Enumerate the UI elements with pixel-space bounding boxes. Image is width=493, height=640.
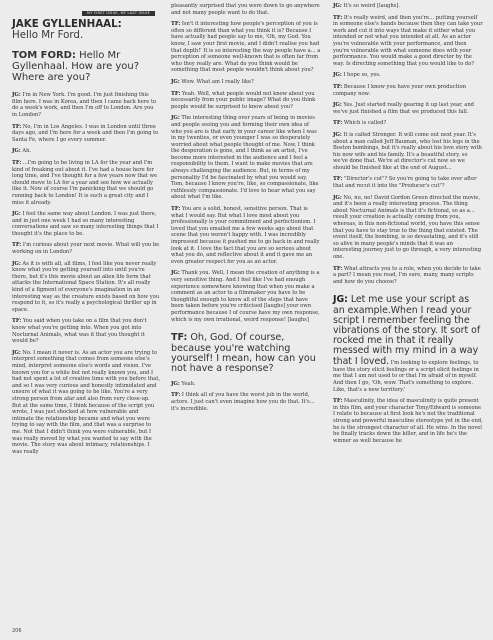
interview-paragraph (12, 242, 160, 255)
column-1 (12, 10, 160, 460)
speaker-label: TF: (12, 318, 22, 325)
speaker-label: JG: (171, 270, 180, 277)
paragraph-text: No, I'm in Los Angeles. I was in London until three days ago, and I'm here for a week and then I'm going to Santa Fe, where I go every summer. (12, 123, 159, 143)
paragraph-text: I hope so, yes. (341, 72, 381, 79)
speaker-label: JG: (171, 380, 180, 387)
paragraph-text: It's really weird, and then you're... putting yourself in someone else's hands because then they can take your work and cut it into ways that make it either what you intended or not what you intended at all. As an actor you're vulnerable with your performance, and then you're vulnerable with what someone does with your performance. You would make a good director by the way. Is directing something that you would like to do? (333, 14, 483, 67)
paragraph-text: Because I know you have your own production company now. (333, 83, 466, 97)
paragraph-text: ...I'm going to be living in LA for the year and I'm kind of freaking out about it. I've had a house here for long time, and I've thought for a few years now that we should move to LA for a year and see how we actually like it. Now of course I'm panicking that we should go running back to London! It is such a great city and I miss it already. (12, 159, 158, 206)
paragraph-text: I feel the same way about London. I was just there, and in just one week I had so many interesting conversations and saw so many interesting things that I thought it's the place to be. (12, 211, 159, 237)
interview-paragraph (171, 79, 321, 86)
paragraph-text: You are a solid, honest, sensitive person. That is what I would say. But what I love most about you professionally is your commitment and perfectionism. I loved that you emailed me a few weeks ago about that scene that you weren't happy with. I was incredibly impressed because it pushed me to go back in and really look at it. I love the fact that you are so serious about what you do, and reflective about it and it gave me an even greater respect for you as an actor. (171, 206, 320, 265)
interview-paragraph (12, 318, 160, 344)
interview-paragraph (12, 124, 160, 144)
speaker-label: JG: (12, 211, 21, 218)
paragraph-text: Isn't it interesting how people's perception of you is often so different than what you think it is? Because I have actually had people say to me, 'Oh, my God. You know, I saw your first movie, and I didn't realise you had that depth!' It is so interesting the way people have a... a perception of someone well-known that is often far from who they really are. What do you think would be something that most people wouldn't think about you? (171, 21, 321, 74)
column-3-body-top (333, 3, 483, 285)
speaker-label: JG: (333, 131, 342, 138)
speaker-label: JG: (333, 102, 342, 109)
interview-paragraph (12, 148, 160, 155)
interview-paragraph (171, 91, 321, 111)
interview-paragraph (333, 176, 483, 189)
speaker-label: TF: (171, 206, 181, 213)
paragraph-text: pleasantly surprised that you were down to go anywhere and not many people want to do that. (171, 3, 320, 16)
interview-paragraph (12, 350, 160, 456)
speaker-label: TF: (333, 83, 343, 90)
speaker-label: TF: (171, 90, 181, 97)
paragraph-text: Masculinity, the idea of masculinity is quite present in this film, and your character Tony/Edward is someone I relate to because at first look he's not the traditional strong and powerful masculine stereotype yet in the end, he is the strongest character of all. He wins. In the novel he finally tracks down the killer, and in life he's the winner as well because he (333, 398, 483, 444)
column-1-body (12, 92, 160, 455)
pull-quote-text: Oh, God. Of course, because you're watching yourself! I mean, how can you not have a response? (171, 332, 316, 375)
column-3-body-bottom (333, 398, 483, 444)
interview-paragraph (333, 84, 483, 97)
interview-paragraph (333, 3, 483, 10)
pull-quote-text: Let me use your script as an example.When I read your script I remember feeling the vibrations of the story. It sort of rocked me in that it really messed with my mind in a way that I loved. (333, 294, 481, 367)
speaker-label: TF: (171, 392, 181, 399)
paragraph-text: I'm looking to explore feelings, to have the story elicit feelings or a script elicit feelings in me that I am not used to or that I'm afraid of in myself. And then I go, 'Oh, wow. That's something to explore. Like, that's a new territory.' (333, 359, 479, 393)
interview-paragraph (333, 102, 483, 115)
interview-paragraph (333, 15, 483, 68)
speaker-label: TF: (333, 398, 343, 405)
speaker-label: JG: (12, 148, 21, 155)
paragraph-text: I think all of you have the worst job in the world, actors. I just can't even imagine how you do that. It's... it's incredible. (171, 392, 315, 412)
page-number: 206 (12, 628, 22, 634)
paragraph-text: Ah. (20, 148, 32, 155)
paragraph-text: It is called Stronger. It will come out next year. It's about a man called Jeff Bauman, who lost his legs in the Boston bombings, but it's really about his love story with his now wife and his family. It's a beautiful story, so we've done that. We're at director's cut now so we should be finished like at the end of August... (333, 131, 482, 171)
speaker-label: JG: (171, 115, 180, 122)
paragraph-text: No, no, no! David Gordon Green directed the movie, and it's been a really interesting process. The thing about Nocturnal Animals is that it's fictional, so as a... result your creation is actually coming from you, whereas, in this non-fictional world, you have this sense that you have to stay true to the thing that existed. The event itself, the bombing, is so devastating, and it's still so alive in many people's minds that it was an interesting journey just to go through, a very interesting one. (333, 194, 482, 260)
speaker-label: JG: (12, 349, 21, 356)
paragraph-text: Yes. Just started really gearing it up last year, and we've just finished a film that we produced this fall. (333, 102, 474, 115)
speaker-label: JG: (12, 92, 21, 99)
speaker-label: TF: (171, 21, 181, 28)
paragraph-text: Yeah. (179, 380, 196, 387)
speaker-label: JG: (12, 260, 21, 267)
interview-paragraph (171, 3, 321, 16)
interview-paragraph (171, 21, 321, 74)
column-2-body-top (171, 3, 321, 323)
paragraph-text: As it is with all, all films, I feel like you never really know what you're getting yourself into until you're there, but it's this movie about an alien life form that attacks the International Space Station. It's all really kind of a figment of everyone's imagination in an interesting way as the creature exists based on how you respond to it, so it's really a psychological thriller up in space. (12, 260, 160, 313)
question-text: Hello Mr Gyllenhaal. How are you? Where are you? (12, 49, 139, 83)
speaker-label: JG: (333, 294, 348, 306)
paragraph-text: Which is called? (342, 120, 387, 127)
column-3 (333, 3, 483, 449)
interview-paragraph (333, 195, 483, 261)
interview-paragraph (12, 160, 160, 206)
interview-paragraph (12, 211, 160, 237)
paragraph-text: Yeah. Well, what people would not know about you necessarily from your public image? What do you think people would be surprised to know about you? (171, 90, 316, 110)
speaker-label: TOM FORD: (12, 49, 76, 61)
interview-paragraph (333, 266, 483, 286)
speaker-label: TF: (333, 14, 343, 21)
speaker-label: JG: (333, 72, 342, 79)
interview-paragraph (171, 392, 321, 412)
pull-quote-jg (333, 295, 483, 393)
paragraph-text: "Director's cut"? So you're going to take over after that and recut it into the "Producer's cut"? (333, 176, 477, 190)
paragraph-text: Wow. What am I really like? (179, 78, 254, 85)
interview-paragraph (333, 398, 483, 444)
column-2 (171, 3, 321, 417)
paragraph-text: The interesting thing over years of being in movies and people seeing you and forming their own idea of who you are is that early in your career like when I was in my twenties, or even younger I was so desperately worried about what people thought of me. Now, I think the desperation is gone, and I think as an artist, I've become more interested in the audience and I feel a responsibility to them. I want to make movies that are always challenging the audience. But, in terms of my personality I'd be fascinated by what you would say, Tom, because I know you're, like, so compassionate, like ruthlessly compassionate. I'd love to hear what you say about what I'm like. (171, 115, 319, 201)
interview-paragraph (333, 120, 483, 127)
speaker-label: TF: (171, 332, 188, 344)
speaker-label: TF: (333, 120, 343, 127)
interview-paragraph (12, 92, 160, 118)
paragraph-text: You said when you take on a film that you don't know what you're getting into. When you got into Nocturnal Animals, what was it that you thought it would be? (12, 318, 147, 345)
column-2-body-bottom (171, 381, 321, 412)
interview-paragraph (333, 72, 483, 79)
speaker-label: JG: (333, 194, 342, 201)
paragraph-text: It's so weird [laughs]. (341, 3, 400, 9)
speaker-label: TF: (12, 123, 22, 130)
interview-paragraph (171, 270, 321, 323)
interview-paragraph (333, 132, 483, 172)
paragraph-text: Thank you. Well, I mean the creation of anything is a very sensitive thing. And I feel like I've had enough experience somewhere knowing that when you make a comment as an actor to a filmmaker you have to be thoughtful enough to know all of the steps that have been taken before you're criticised [laughs] your own performance because I of course have my own response, which is my own irrational, weird response! [laughs] (171, 270, 320, 323)
paragraph-text: What attracts you to a role, when you decide to take a part? I mean you read, I'm sure, many, many scripts and how do you choose? (333, 265, 481, 285)
interview-paragraph (171, 115, 321, 201)
speaker-label: JG: (333, 3, 342, 9)
paragraph-text: No. I mean it never is. As an actor you are trying to interpret something that comes from someone else's mind, interpret someone else's words and vision. I've known you for a while but not really known you, and I had not spent a lot of creative time with you before that, and so I was very curious and honestly intimidated and unsure of what it was going to be like. You're a very strong person from afar and also from very close-up. But at the same time, I think because of the script you wrote, I was just shocked at how vulnerable and intimate the relationship became and what you were trying to say with the film, and that was a surprise to me. Not that I didn't think you were vulnerable, but I was really moved by what you wanted to say with the movie. The story was about intimacy, relationships. I was really (12, 349, 160, 455)
speaker-label: TF: (12, 159, 22, 166)
interview-paragraph (12, 261, 160, 314)
paragraph-text: I'm in New York. I'm good. I'm just finishing this film here. I was in Korea, and then I came back here to do a week's work, and then I'm off to London. Are you in London? (12, 92, 157, 118)
speaker-label: TF: (333, 176, 343, 183)
article-title: JAKE GYLLENHAAL: (12, 17, 122, 30)
speaker-label: TF: (12, 242, 22, 249)
speaker-label: TF: (333, 265, 343, 272)
tf-intro-question (12, 50, 160, 84)
paragraph-text: I'm curious about your next movie. What will you be working on in London? (12, 242, 160, 256)
article-subtitle: Hello Mr Ford. (12, 28, 84, 41)
interview-paragraph (171, 206, 321, 265)
section-header-tag: MY FIRST ISSUE, MY LAST ISSUE (82, 11, 155, 16)
speaker-label: JG: (171, 78, 180, 85)
interview-paragraph (171, 381, 321, 388)
pull-quote-tf (171, 333, 321, 375)
